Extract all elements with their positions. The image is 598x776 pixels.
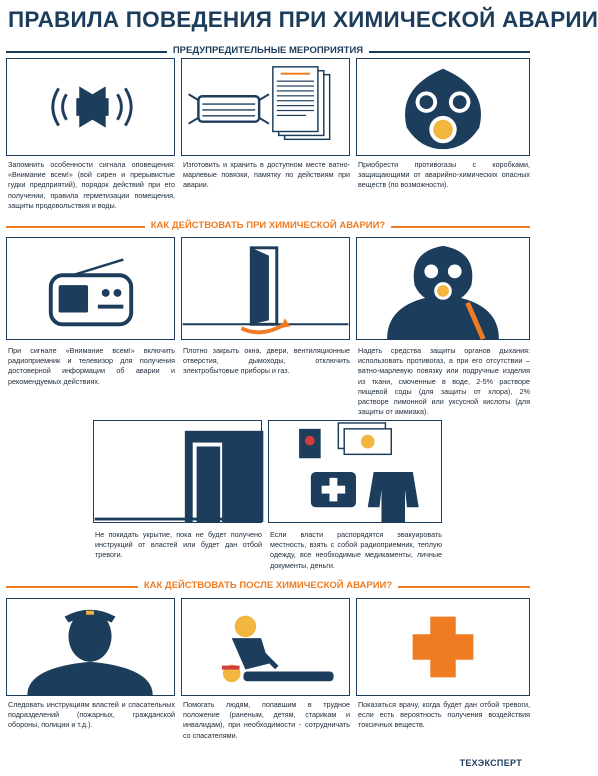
card-bandage bbox=[181, 58, 350, 156]
section-header-during bbox=[0, 220, 536, 234]
siren-icon bbox=[7, 59, 174, 155]
caption-mask-person: Надеть средства защиты органов дыхания: использовать противогаз, а при его отсутствии – ватно-марлевую повязку или подручные изделия из ткани, смоченные в воде, 2-5% растворе пищевой соды (для защиты от хлора), 2% растворе лимонной или уксусной кислоты (для защиты от аммиака). bbox=[358, 346, 530, 417]
caption-shelter: Не покидать укрытие, пока не будет получено инструкций от властей или будет дан отбой тревоги. bbox=[95, 530, 262, 560]
caption-door: Плотно закрыть окна, двери, вентиляционные отверстия, дымоходы, отключить электробытовые приборы и газ. bbox=[183, 346, 350, 376]
caption-doctor: Показаться врачу, когда будет дан отбой тревоги, если есть вероятность получения воздействия токсичных веществ. bbox=[358, 700, 530, 730]
gas-mask-icon bbox=[357, 59, 529, 155]
card-siren bbox=[6, 58, 175, 156]
bandage-icon bbox=[182, 59, 349, 155]
shelter-icon bbox=[94, 421, 261, 522]
gas-mask-person-icon bbox=[357, 238, 529, 339]
section-title-after: КАК ДЕЙСТВОВАТЬ ПОСЛЕ ХИМИЧЕСКОЙ АВАРИИ? bbox=[138, 580, 398, 591]
card-door bbox=[181, 237, 350, 340]
medical-cross-icon bbox=[357, 599, 529, 695]
section-header-prevent bbox=[0, 45, 536, 59]
page-title: ПРАВИЛА ПОВЕДЕНИЯ ПРИ ХИМИЧЕСКОЙ АВАРИИ bbox=[8, 7, 598, 32]
door-icon bbox=[182, 238, 349, 339]
card-mask-person bbox=[356, 237, 530, 340]
evacuation-items-icon bbox=[269, 421, 441, 522]
caption-bandage: Изготовить и хранить в доступном месте ватно-марлевые повязки, памятку по действиям при аварии. bbox=[183, 160, 350, 190]
card-shelter bbox=[93, 420, 262, 523]
caption-gas-mask: Приобрести противогазы с коробками, защищающими от аварийно-химических опасных веществ (по возможности). bbox=[358, 160, 530, 190]
card-gas-mask bbox=[356, 58, 530, 156]
caption-officer: Следовать инструкциям властей и спасательных подразделений (пожарных, гражданской обороны, полиции и т.д.). bbox=[8, 700, 175, 730]
caption-radio: При сигнале «Внимание всем!» включить радиоприемник и телевизор для получения достоверной информации об аварии и рекомендуемых действиях. bbox=[8, 346, 175, 386]
caption-first-aid: Помогать людям, попавшим в трудное положение (раненым, детям, старикам и инвалидам), при необходимости - сотрудничать со спасателями. bbox=[183, 700, 350, 740]
card-doctor bbox=[356, 598, 530, 696]
card-evacuation bbox=[268, 420, 442, 523]
brand-logo: ТЕХЭКСПЕРТ bbox=[459, 758, 522, 768]
first-aid-icon bbox=[182, 599, 349, 695]
radio-icon bbox=[7, 238, 174, 339]
section-header-after bbox=[0, 580, 536, 594]
officer-icon bbox=[7, 599, 174, 695]
section-title-during: КАК ДЕЙСТВОВАТЬ ПРИ ХИМИЧЕСКОЙ АВАРИИ? bbox=[145, 220, 392, 231]
card-first-aid bbox=[181, 598, 350, 696]
caption-signal: Запомнить особенности сигнала оповещения: «Внимание всем!» (вой сирен и прерывистые гудки предприятий), порядок действий при его получении, правила герметизации помещения, защиты продовольствия и воды. bbox=[8, 160, 175, 210]
caption-evacuation: Если власти распорядятся эвакуировать местность, взять с собой радиоприемник, теплую одежду, все необходимые медикаменты, личные документы, деньги. bbox=[270, 530, 442, 570]
documents-icon bbox=[273, 67, 330, 139]
card-radio bbox=[6, 237, 175, 340]
section-title-prevent: ПРЕДУПРЕДИТЕЛЬНЫЕ МЕРОПРИЯТИЯ bbox=[167, 45, 369, 56]
card-officer bbox=[6, 598, 175, 696]
